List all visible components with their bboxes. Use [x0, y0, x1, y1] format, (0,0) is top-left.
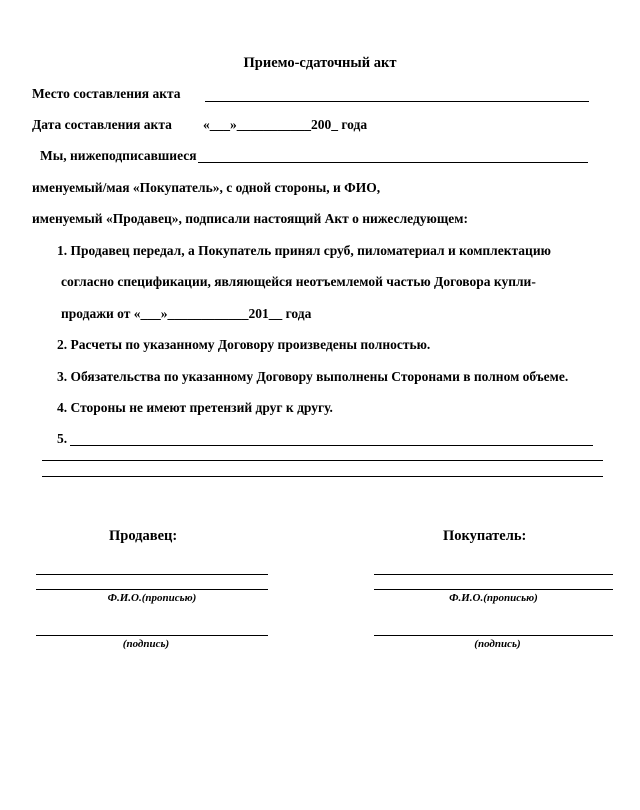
- date-template: «___»___________200_ года: [203, 117, 368, 132]
- seller-fio-caption: Ф.И.О.(прописью): [107, 592, 197, 604]
- seller-line: именуемый «Продавец», подписали настоящий Акт о нижеследующем:: [32, 211, 468, 226]
- buyer-name-line-2[interactable]: [374, 589, 613, 590]
- item-3: 3. Обязательства по указанному Договору выполнены Сторонами в полном объеме.: [57, 369, 569, 384]
- document-title: Приемо-сдаточный акт: [243, 55, 397, 71]
- we-label: Мы, нижеподписавшиеся: [40, 148, 197, 163]
- extra-fill-line-2[interactable]: [42, 476, 603, 477]
- buyer-heading: Покупатель:: [443, 528, 527, 544]
- item-1-line-1: 1. Продавец передал, а Покупатель принял сруб, пиломатериал и комплектацию: [57, 243, 551, 258]
- seller-sign-caption: (подпись): [122, 638, 170, 650]
- buyer-line: именуемый/мая «Покупатель», с одной стороны, и ФИО,: [32, 180, 381, 195]
- we-fill-line[interactable]: [198, 162, 588, 163]
- date-label: Дата составления акта: [32, 117, 172, 132]
- buyer-fio-caption: Ф.И.О.(прописью): [449, 592, 538, 604]
- item-2: 2. Расчеты по указанному Договору произведены полностью.: [57, 337, 431, 352]
- item-5-number: 5.: [57, 431, 68, 446]
- seller-name-line-1[interactable]: [36, 574, 268, 575]
- item-1-line-3: продажи от «___»____________201__ года: [61, 306, 312, 321]
- place-fill-line[interactable]: [205, 101, 589, 102]
- seller-name-line-2[interactable]: [36, 589, 268, 590]
- item-1-line-2: согласно спецификации, являющейся неотъемлемой частью Договора купли-: [61, 274, 536, 289]
- seller-signature-line[interactable]: [36, 635, 268, 636]
- buyer-name-line-1[interactable]: [374, 574, 613, 575]
- seller-heading: Продавец:: [109, 528, 178, 544]
- item-4: 4. Стороны не имеют претензий друг к другу.: [57, 400, 333, 415]
- buyer-sign-caption: (подпись): [474, 638, 521, 650]
- buyer-signature-line[interactable]: [374, 635, 613, 636]
- item-5-fill-line[interactable]: [70, 445, 593, 446]
- place-label: Место составления акта: [32, 86, 181, 101]
- extra-fill-line-1[interactable]: [42, 460, 603, 461]
